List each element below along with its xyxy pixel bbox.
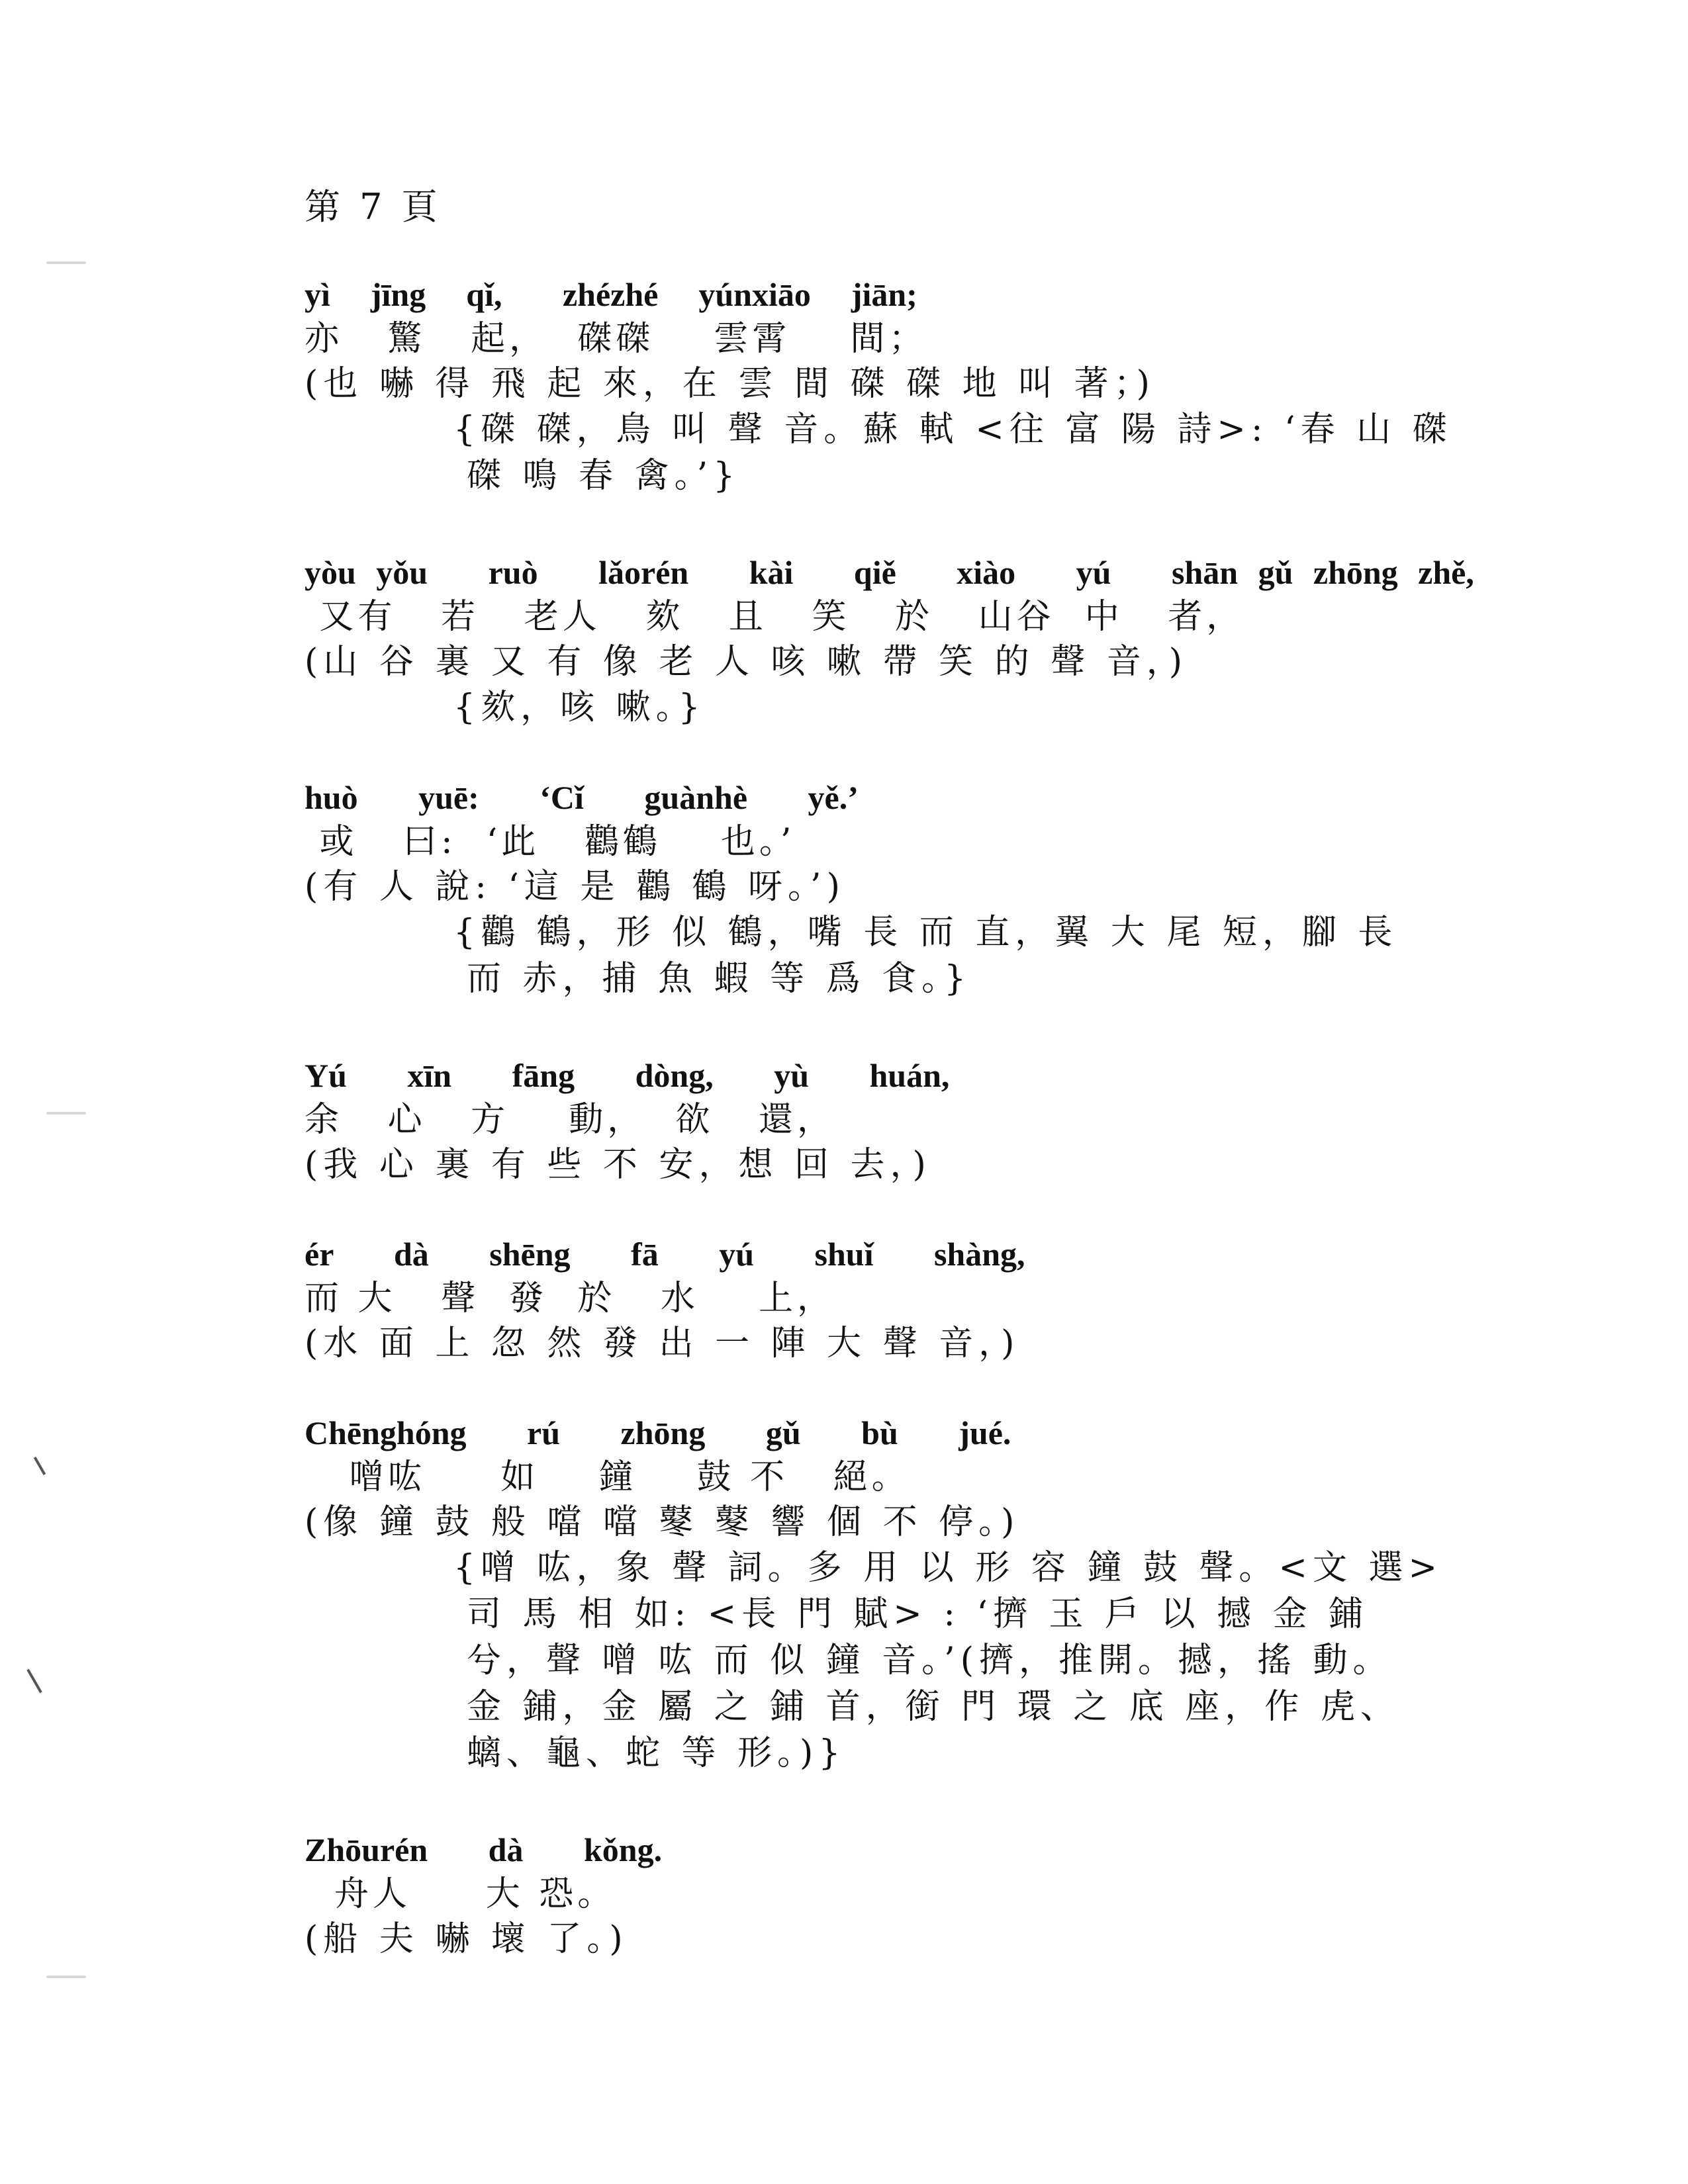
scan-margin-mark: [46, 1112, 86, 1115]
annotation: [305, 406, 1452, 499]
annotation: [305, 684, 1360, 731]
translation-line: (有 人 說: ‘這 是 鸛 鶴 呀。’): [305, 867, 845, 907]
pinyin-line: Yú xīn fāng dòng, yù huán,: [305, 1057, 950, 1094]
chinese-line: 亦 驚 起， 磔磔 雲霄 間；: [305, 319, 927, 359]
translation-line: (像 鐘 鼓 般 噹 噹 鼕 鼕 響 個 不 停。): [305, 1502, 1020, 1542]
pinyin-line: huò yuē: ‘Cǐ guànhè yě.’: [305, 779, 859, 816]
annotation-line: {鸛 鶴，形 似 鶴，嘴 長 而 直，翼 大 尾 短，腳 長: [453, 913, 1398, 952]
pinyin-line: Zhōurén dà kǒng.: [305, 1831, 663, 1868]
scan-margin-mark: [46, 1976, 86, 1978]
chinese-line: 而 大 聲 發 於 水 上，: [305, 1279, 835, 1318]
pinyin-line: yì jīng qǐ, zhézhé yúnxiāo jiān;: [305, 276, 917, 313]
page-number: 第 7 頁: [305, 186, 442, 228]
pinyin-line: ér dà shēng fā yú shuǐ shàng,: [305, 1236, 1025, 1273]
annotation: [305, 1545, 1443, 1776]
verse-block-4: [305, 1039, 1430, 1187]
annotation-line: 螭、龜、蛇 等 形。)}: [467, 1733, 846, 1773]
verse-block-1: [305, 258, 1452, 499]
annotation-line: 司 馬 相 如: <長 門 賦> : ‘擠 玉 戶 以 撼 金 鋪: [467, 1594, 1369, 1634]
annotation-line: {欬，咳 嗽。}: [453, 688, 706, 727]
annotation-line: 磔 鳴 春 禽。’}: [467, 456, 741, 496]
verse-block-5: [305, 1218, 1430, 1366]
chinese-line: 又有 若 老人 欬 且 笑 於 山谷 中 者，: [305, 597, 1245, 637]
translation-line: (我 心 裏 有 些 不 安，想 回 去，): [305, 1145, 931, 1185]
translation-line: (也 嚇 得 飛 起 來，在 雲 間 磔 磔 地 叫 著；): [305, 364, 1155, 404]
annotation-line: {磔 磔，鳥 叫 聲 音。蘇 軾 <往 富 陽 詩>: ‘春 山 磔: [453, 410, 1452, 449]
verse-block-3: [305, 761, 1430, 1002]
chinese-line: 舟人 大 恐。: [305, 1874, 616, 1914]
scan-speck: [34, 1457, 46, 1475]
chinese-line: 余 心 方 動， 欲 還，: [305, 1100, 835, 1140]
translation-line: (船 夫 嚇 壞 了。): [305, 1919, 628, 1959]
verse-block-2: [305, 536, 1474, 731]
verse-block-6: [305, 1396, 1443, 1776]
annotation-line: {噌 吰，象 聲 詞。多 用 以 形 容 鐘 鼓 聲。<文 選>: [453, 1548, 1443, 1588]
annotation: [305, 909, 1398, 1002]
translation-line: (山 谷 裏 又 有 像 老 人 咳 嗽 帶 笑 的 聲 音，): [305, 642, 1188, 682]
chinese-line: 或 曰: ‘此 鸛鶴 也。’: [305, 822, 796, 862]
scan-speck: [26, 1669, 42, 1694]
chinese-line: 噌吰 如 鐘 鼓 不 絕。: [305, 1457, 910, 1497]
translation-line: (水 面 上 忽 然 發 出 一 陣 大 聲 音，): [305, 1324, 1020, 1363]
annotation-line: 金 鋪，金 屬 之 鋪 首，銜 門 環 之 底 座，作 虎、: [467, 1687, 1400, 1727]
verse-block-7: [305, 1813, 1430, 1962]
annotation-line: 兮，聲 噌 吰 而 似 鐘 音。’(擠，推開。撼，搖 動。: [467, 1641, 1393, 1680]
pinyin-line: yòu yǒu ruò lǎorén kài qiě xiào yú shān gǔ zhōng zhě,: [305, 554, 1474, 591]
pinyin-line: Chēnghóng rú zhōng gǔ bù jué.: [305, 1414, 1011, 1451]
annotation-line: 而 赤，捕 魚 蝦 等 爲 食。}: [467, 959, 972, 999]
scan-margin-mark: [46, 261, 86, 264]
